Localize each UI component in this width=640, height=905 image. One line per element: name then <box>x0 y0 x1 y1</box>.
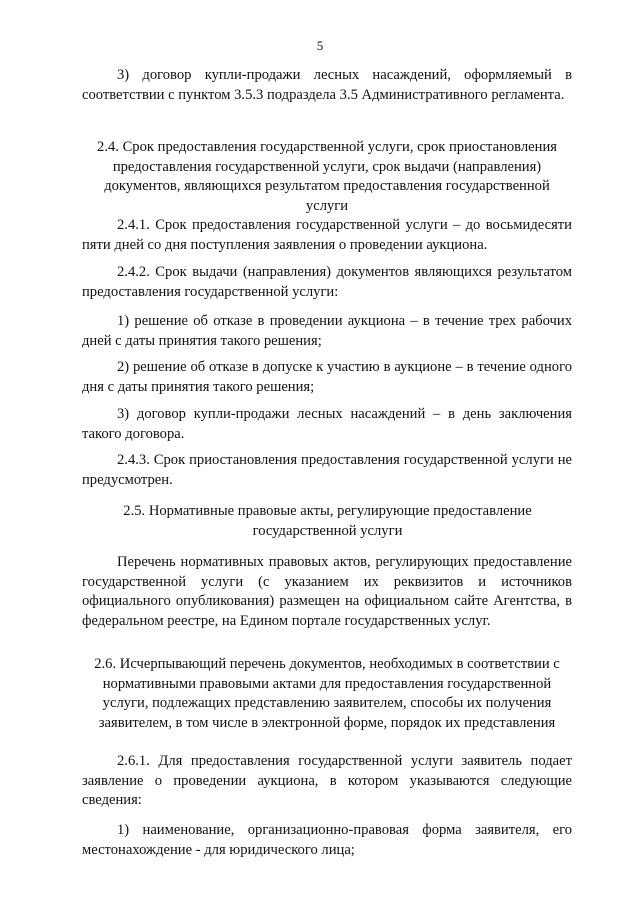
paragraph-2-4-2: 2.4.2. Срок выдачи (направления) документов являющихся результатом предоставления государственной услуги: <box>82 264 572 300</box>
paragraph-2-4-1: 2.4.1. Срок предоставления государственной услуги – до восьмидесяти пяти дней со дня поступления заявления о проведении аукциона. <box>82 217 572 253</box>
section-heading-2-6: 2.6. Исчерпывающий перечень документов, необходимых в соответствии с нормативными правовыми актами для предоставления государственной услуги, подлежащих представлению заявителем, способы их получения заявителем, в том числе в электронной форме, порядок их представления <box>94 656 560 731</box>
paragraph-legal-acts: Перечень нормативных правовых актов, регулирующих предоставление государственной услуги (с указанием их реквизитов и источников официального опубликования) размещен на официальном сайте Агентства, в федеральном реестре, на Едином портале государственных услуг. <box>82 554 572 629</box>
paragraph-contract-item: 3) договор купли-продажи лесных насаждений, оформляемый в соответствии с пунктом 3.5.3 подраздела 3.5 Административного регламента. <box>82 67 572 103</box>
paragraph-contract-signing: 3) договор купли-продажи лесных насаждений – в день заключения такого договора. <box>82 406 572 442</box>
paragraph-2-4-3: 2.4.3. Срок приостановления предоставления государственной услуги не предусмотрен. <box>82 452 572 488</box>
paragraph-2-6-1: 2.6.1. Для предоставления государственной услуги заявитель подает заявление о проведении аукциона, в котором указываются следующие сведения: <box>82 753 572 808</box>
section-heading-2-5: 2.5. Нормативные правовые акты, регулирующие предоставление государственной услуги <box>123 503 532 539</box>
paragraph-refusal-auction: 1) решение об отказе в проведении аукциона – в течение трех рабочих дней с даты принятия такого решения; <box>82 313 572 349</box>
page-number: 5 <box>316 38 324 53</box>
section-heading-2-4: 2.4. Срок предоставления государственной услуги, срок приостановления предоставления государственной услуги, срок выдачи (направления) документов, являющихся результатом предоставления государственной услуги <box>97 139 557 214</box>
paragraph-legal-entity: 1) наименование, организационно-правовая форма заявителя, его местонахождение - для юридического лица; <box>82 822 572 858</box>
paragraph-refusal-admission: 2) решение об отказе в допуске к участию в аукционе – в течение одного дня с даты принятия такого решения; <box>82 359 572 395</box>
